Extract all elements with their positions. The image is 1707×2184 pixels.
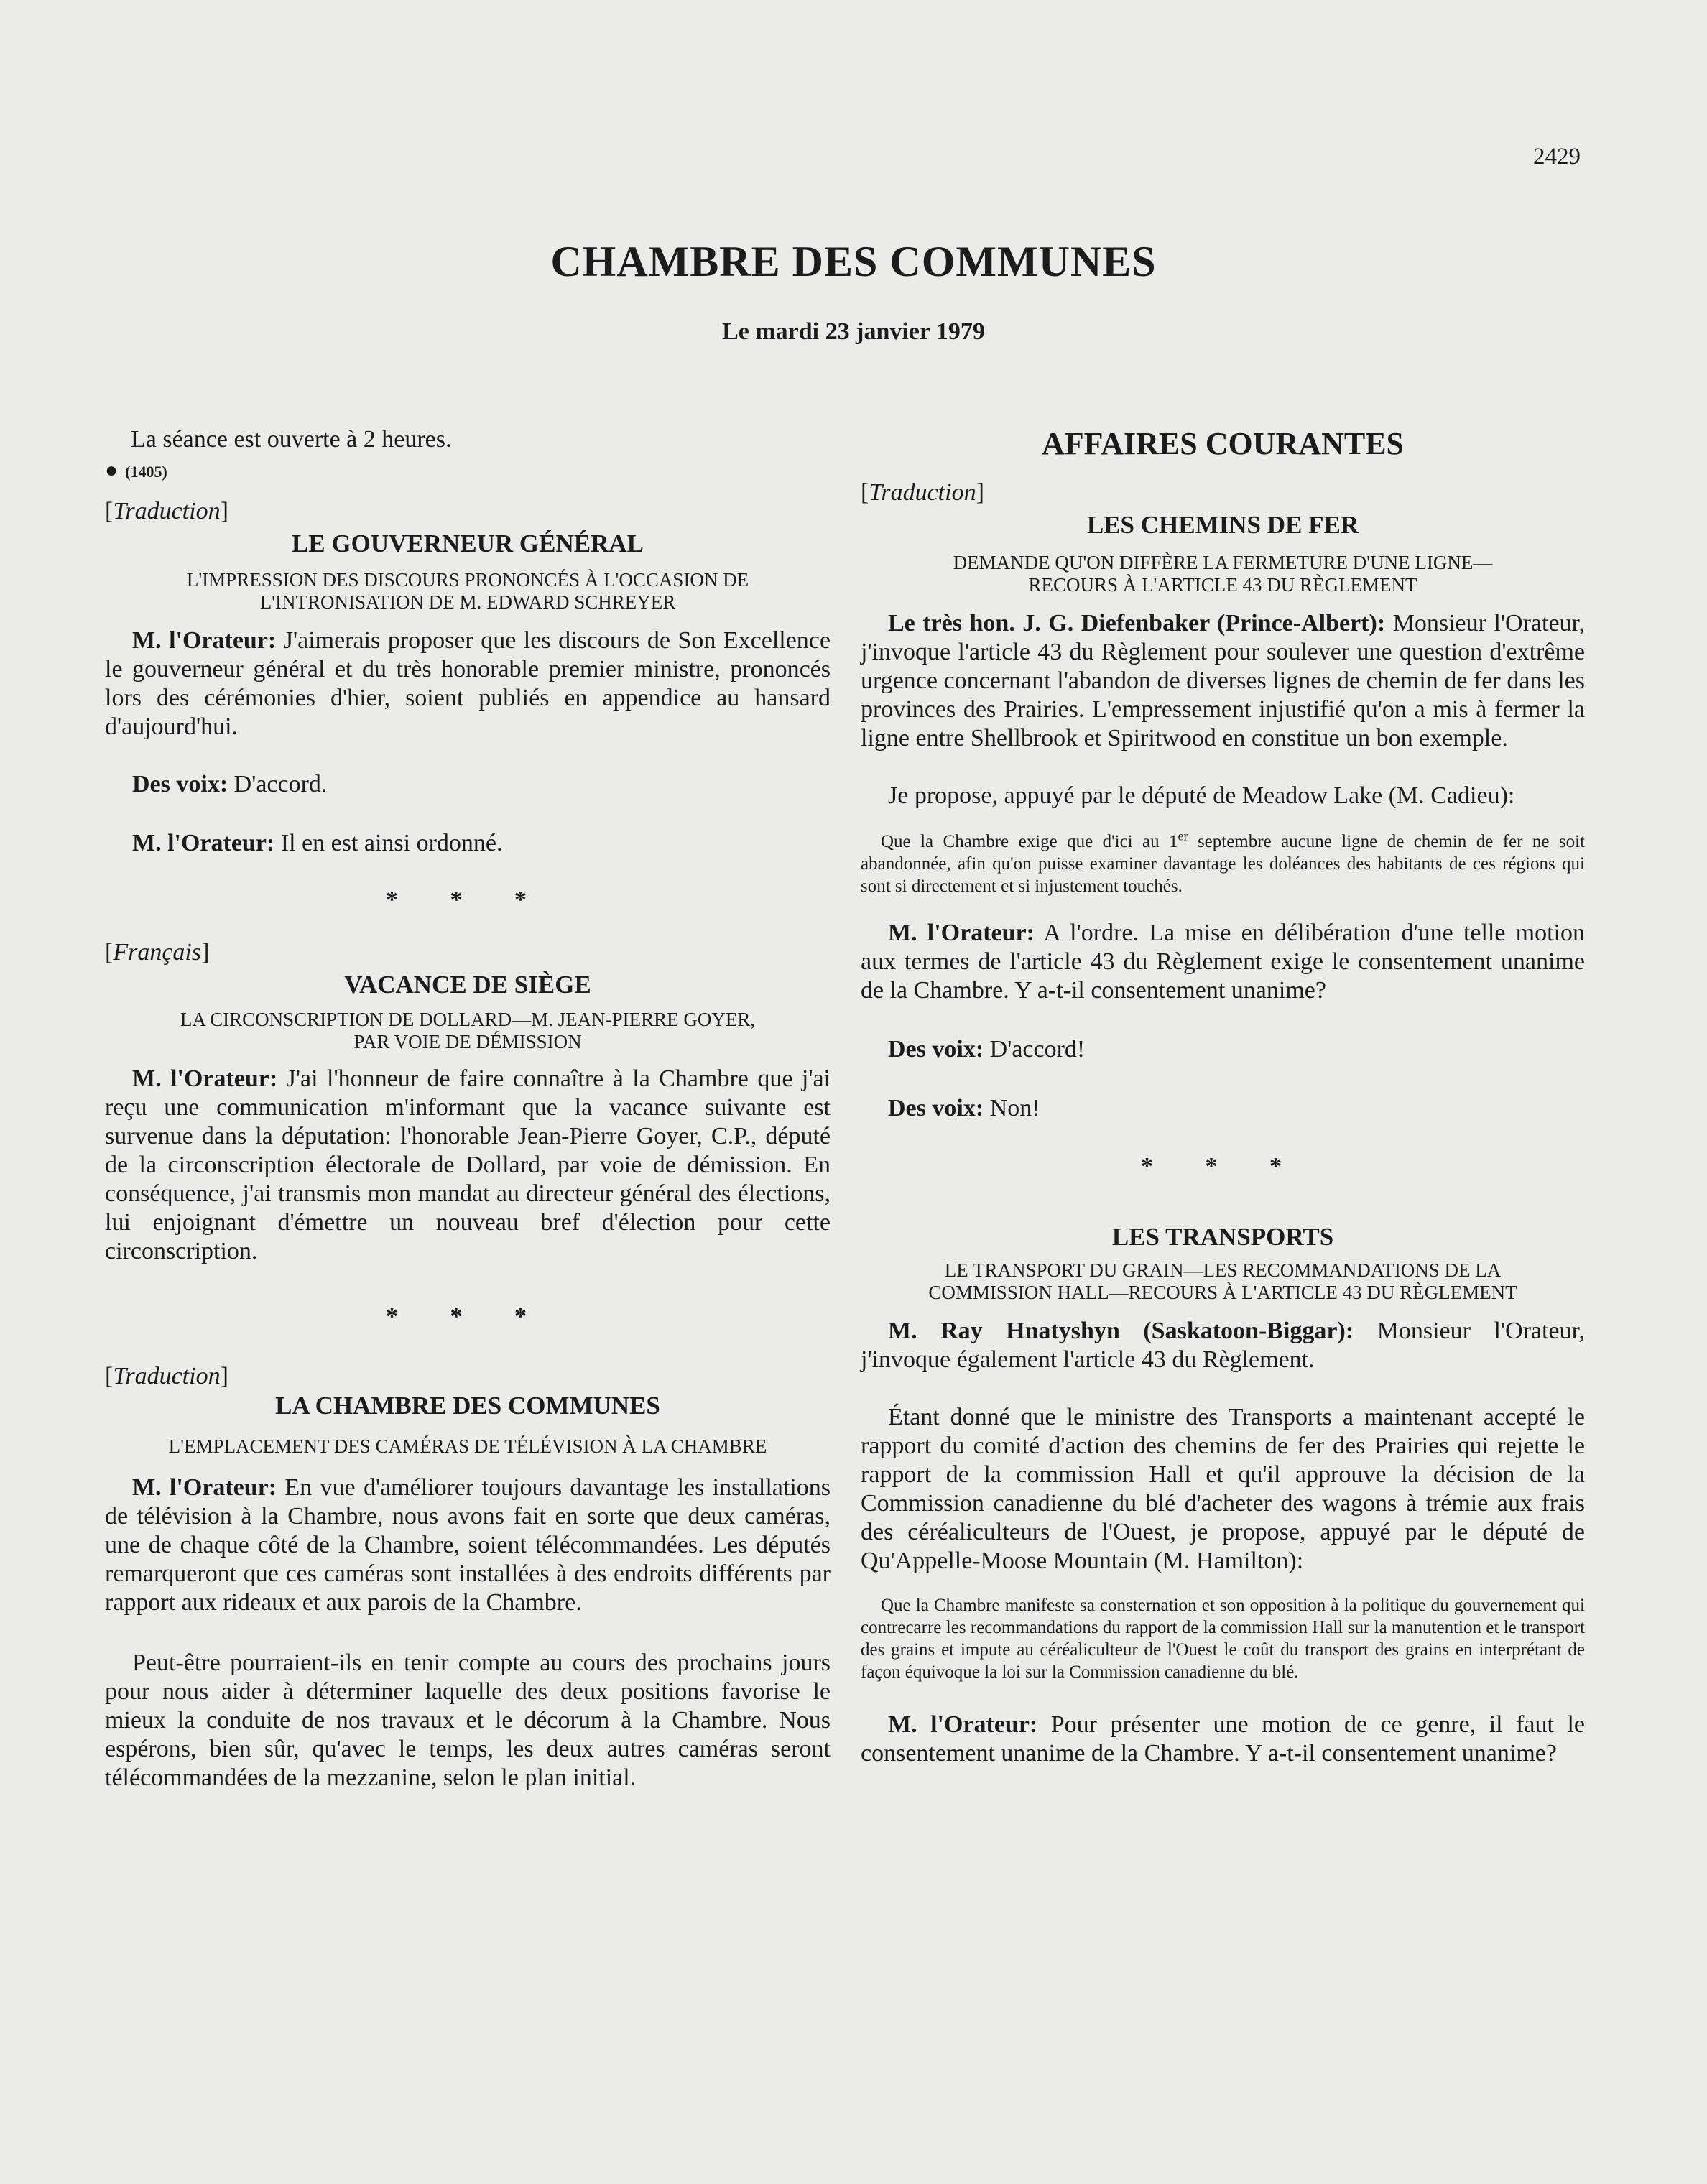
speaker-name: M. l'Orateur: — [888, 1711, 1038, 1738]
section-subheading: L'EMPLACEMENT DES CAMÉRAS DE TÉLÉVISION À LA CHAMBRE — [168, 1435, 767, 1457]
speaker-name: Des voix: — [132, 771, 228, 797]
speaker-name: M. l'Orateur: — [888, 920, 1035, 946]
speech-paragraph: M. l'Orateur: A l'ordre. La mise en délibération d'une telle motion aux termes de l'article 43 du Règlement exige le consentement unanime de la Chambre. Y a-t-il consentement unanime? — [861, 920, 1585, 1004]
bullet-icon: ● — [105, 458, 119, 482]
section-subheading: L'IMPRESSION DES DISCOURS PRONONCÉS À L'OCCASION DE L'INTRONISATION DE M. EDWARD SCHREYER — [186, 569, 749, 613]
section-heading: LA CHAMBRE DES COMMUNES — [275, 1392, 660, 1420]
speaker-name: M. l'Orateur: — [132, 1065, 278, 1092]
sitting-opening: La séance est ouverte à 2 heures. — [131, 426, 452, 453]
speech-paragraph: M. l'Orateur: En vue d'améliorer toujours davantage les installations de télévision à la Chambre, nous avons fait en sorte que deux caméras, une de chaque côté de la Chambre, soient télécommandées. Les députés remarqueront que ces caméras sont installées à des endroits différents par rapport aux rideaux et aux parois de la Chambre. — [105, 1474, 831, 1616]
speaker-name: Des voix: — [888, 1036, 984, 1063]
page-number: 2429 — [1533, 144, 1581, 170]
speech-paragraph: Je propose, appuyé par le député de Meadow Lake (M. Cadieu): — [888, 782, 1515, 809]
language-note: [Français] — [105, 939, 210, 966]
language-note: [Traduction] — [105, 1363, 228, 1389]
time-marker: ● (1405) — [105, 458, 167, 482]
section-heading: LES CHEMINS DE FER — [1086, 511, 1359, 539]
section-heading: LES TRANSPORTS — [1111, 1223, 1334, 1251]
section-heading: LE GOUVERNEUR GÉNÉRAL — [291, 529, 644, 557]
section-separator: * * * — [386, 1303, 550, 1330]
left-column — [105, 424, 831, 1792]
section-main-heading: AFFAIRES COURANTES — [1041, 426, 1405, 461]
speech-paragraph: M. Ray Hnatyshyn (Saskatoon-Biggar): Monsieur l'Orateur, j'invoque également l'article 43 du Règlement. — [861, 1318, 1585, 1373]
motion-quote: Que la Chambre manifeste sa consternation et son opposition à la politique du gouvernement qui contrecarre les recommandations du rapport de la commission Hall sur la manutention et le transport des grains et impute au céréaliculteur de l'Ouest le coût du transport des grains en interprétant de façon équivoque la loi sur la Commission canadienne du blé. — [861, 1596, 1585, 1682]
speaker-name: M. l'Orateur: — [132, 627, 277, 654]
speaker-name: M. l'Orateur: — [132, 1474, 277, 1501]
speaker-name: M. l'Orateur: — [132, 830, 275, 856]
section-separator: * * * — [386, 887, 550, 913]
motion-quote: Que la Chambre exige que d'ici au 1er septembre aucune ligne de chemin de fer ne soit abandonnée, afin qu'on puisse examiner davantage les doléances des habitants de ces régions qui sont si directement et si injustement touchés. — [861, 828, 1585, 896]
speech-paragraph: Peut-être pourraient-ils en tenir compte au cours des prochains jours pour nous aider à déterminer laquelle des deux positions favorise le mieux la conduite de nos travaux et le décorum à la Chambre. Nous espérons, bien sûr, qu'avec le temps, les deux autres caméras seront télécommandées de la mezzanine, selon le plan initial. — [105, 1649, 831, 1791]
speech-paragraph: M. l'Orateur: J'aimerais proposer que les discours de Son Excellence le gouverneur général et du très honorable premier ministre, prononcés lors des cérémonies d'hier, soient publiés en appendice au hansard d'aujourd'hui. — [105, 627, 831, 740]
section-subheading: DEMANDE QU'ON DIFFÈRE LA FERMETURE D'UNE LIGNE— RECOURS À L'ARTICLE 43 DU RÈGLEMENT — [953, 552, 1493, 596]
speaker-name: M. Ray Hnatyshyn (Saskatoon-Biggar): — [888, 1318, 1354, 1344]
page-title: CHAMBRE DES COMMUNES — [550, 238, 1157, 285]
speaker-name: Des voix: — [888, 1095, 984, 1121]
section-separator: * * * — [1141, 1153, 1305, 1180]
speech-paragraph: M. l'Orateur: Il en est ainsi ordonné. — [132, 830, 503, 856]
section-heading: VACANCE DE SIÈGE — [344, 971, 591, 999]
speech-paragraph: Des voix: D'accord! — [888, 1036, 1086, 1063]
sitting-date: Le mardi 23 janvier 1979 — [722, 318, 985, 345]
speech-paragraph: Des voix: D'accord. — [132, 771, 328, 797]
speaker-name: Le très hon. J. G. Diefenbaker (Prince-Albert): — [888, 610, 1386, 637]
speech-paragraph: Étant donné que le ministre des Transports a maintenant accepté le rapport du comité d'action des chemins de fer des Prairies qui rejette le rapport de la commission Hall et qu'il approuve la décision de la Commission canadienne du blé d'acheter des wagons à trémie aux frais des céréaliculteurs de l'Ouest, je propose, appuyé par le député de Qu'Appelle-Moose Mountain (M. Hamilton): — [861, 1404, 1585, 1574]
language-note: [Traduction] — [861, 479, 984, 506]
language-note: [Traduction] — [105, 498, 228, 524]
speech-paragraph: M. l'Orateur: Pour présenter une motion de ce genre, il faut le consentement unanime de la Chambre. Y a-t-il consentement unanime? — [861, 1711, 1585, 1767]
speech-paragraph: Des voix: Non! — [888, 1095, 1040, 1121]
right-column — [861, 424, 1585, 1768]
section-subheading: LE TRANSPORT DU GRAIN—LES RECOMMANDATIONS DE LA COMMISSION HALL—RECOURS À L'ARTICLE 43 DU RÈGLEMENT — [928, 1259, 1517, 1303]
speech-paragraph: M. l'Orateur: J'ai l'honneur de faire connaître à la Chambre que j'ai reçu une communication m'informant que la vacance suivante est survenue dans la députation: l'honorable Jean-Pierre Goyer, C.P., député de la circonscription électorale de Dollard, par voie de démission. En conséquence, j'ai transmis mon mandat au directeur général des élections, lui enjoignant d'émettre un nouveau bref d'élection pour cette circonscription. — [105, 1065, 831, 1264]
section-subheading: LA CIRCONSCRIPTION DE DOLLARD—M. JEAN-PIERRE GOYER, PAR VOIE DE DÉMISSION — [180, 1009, 756, 1052]
speech-paragraph: Le très hon. J. G. Diefenbaker (Prince-Albert): Monsieur l'Orateur, j'invoque l'article 43 du Règlement pour soulever une question d'extrême urgence concernant l'abandon de diverses lignes de chemin de fer dans les provinces des Prairies. L'empressement injustifié qu'on a mis à fermer la ligne entre Shellbrook et Spiritwood en constitue un bon exemple. — [861, 610, 1586, 751]
